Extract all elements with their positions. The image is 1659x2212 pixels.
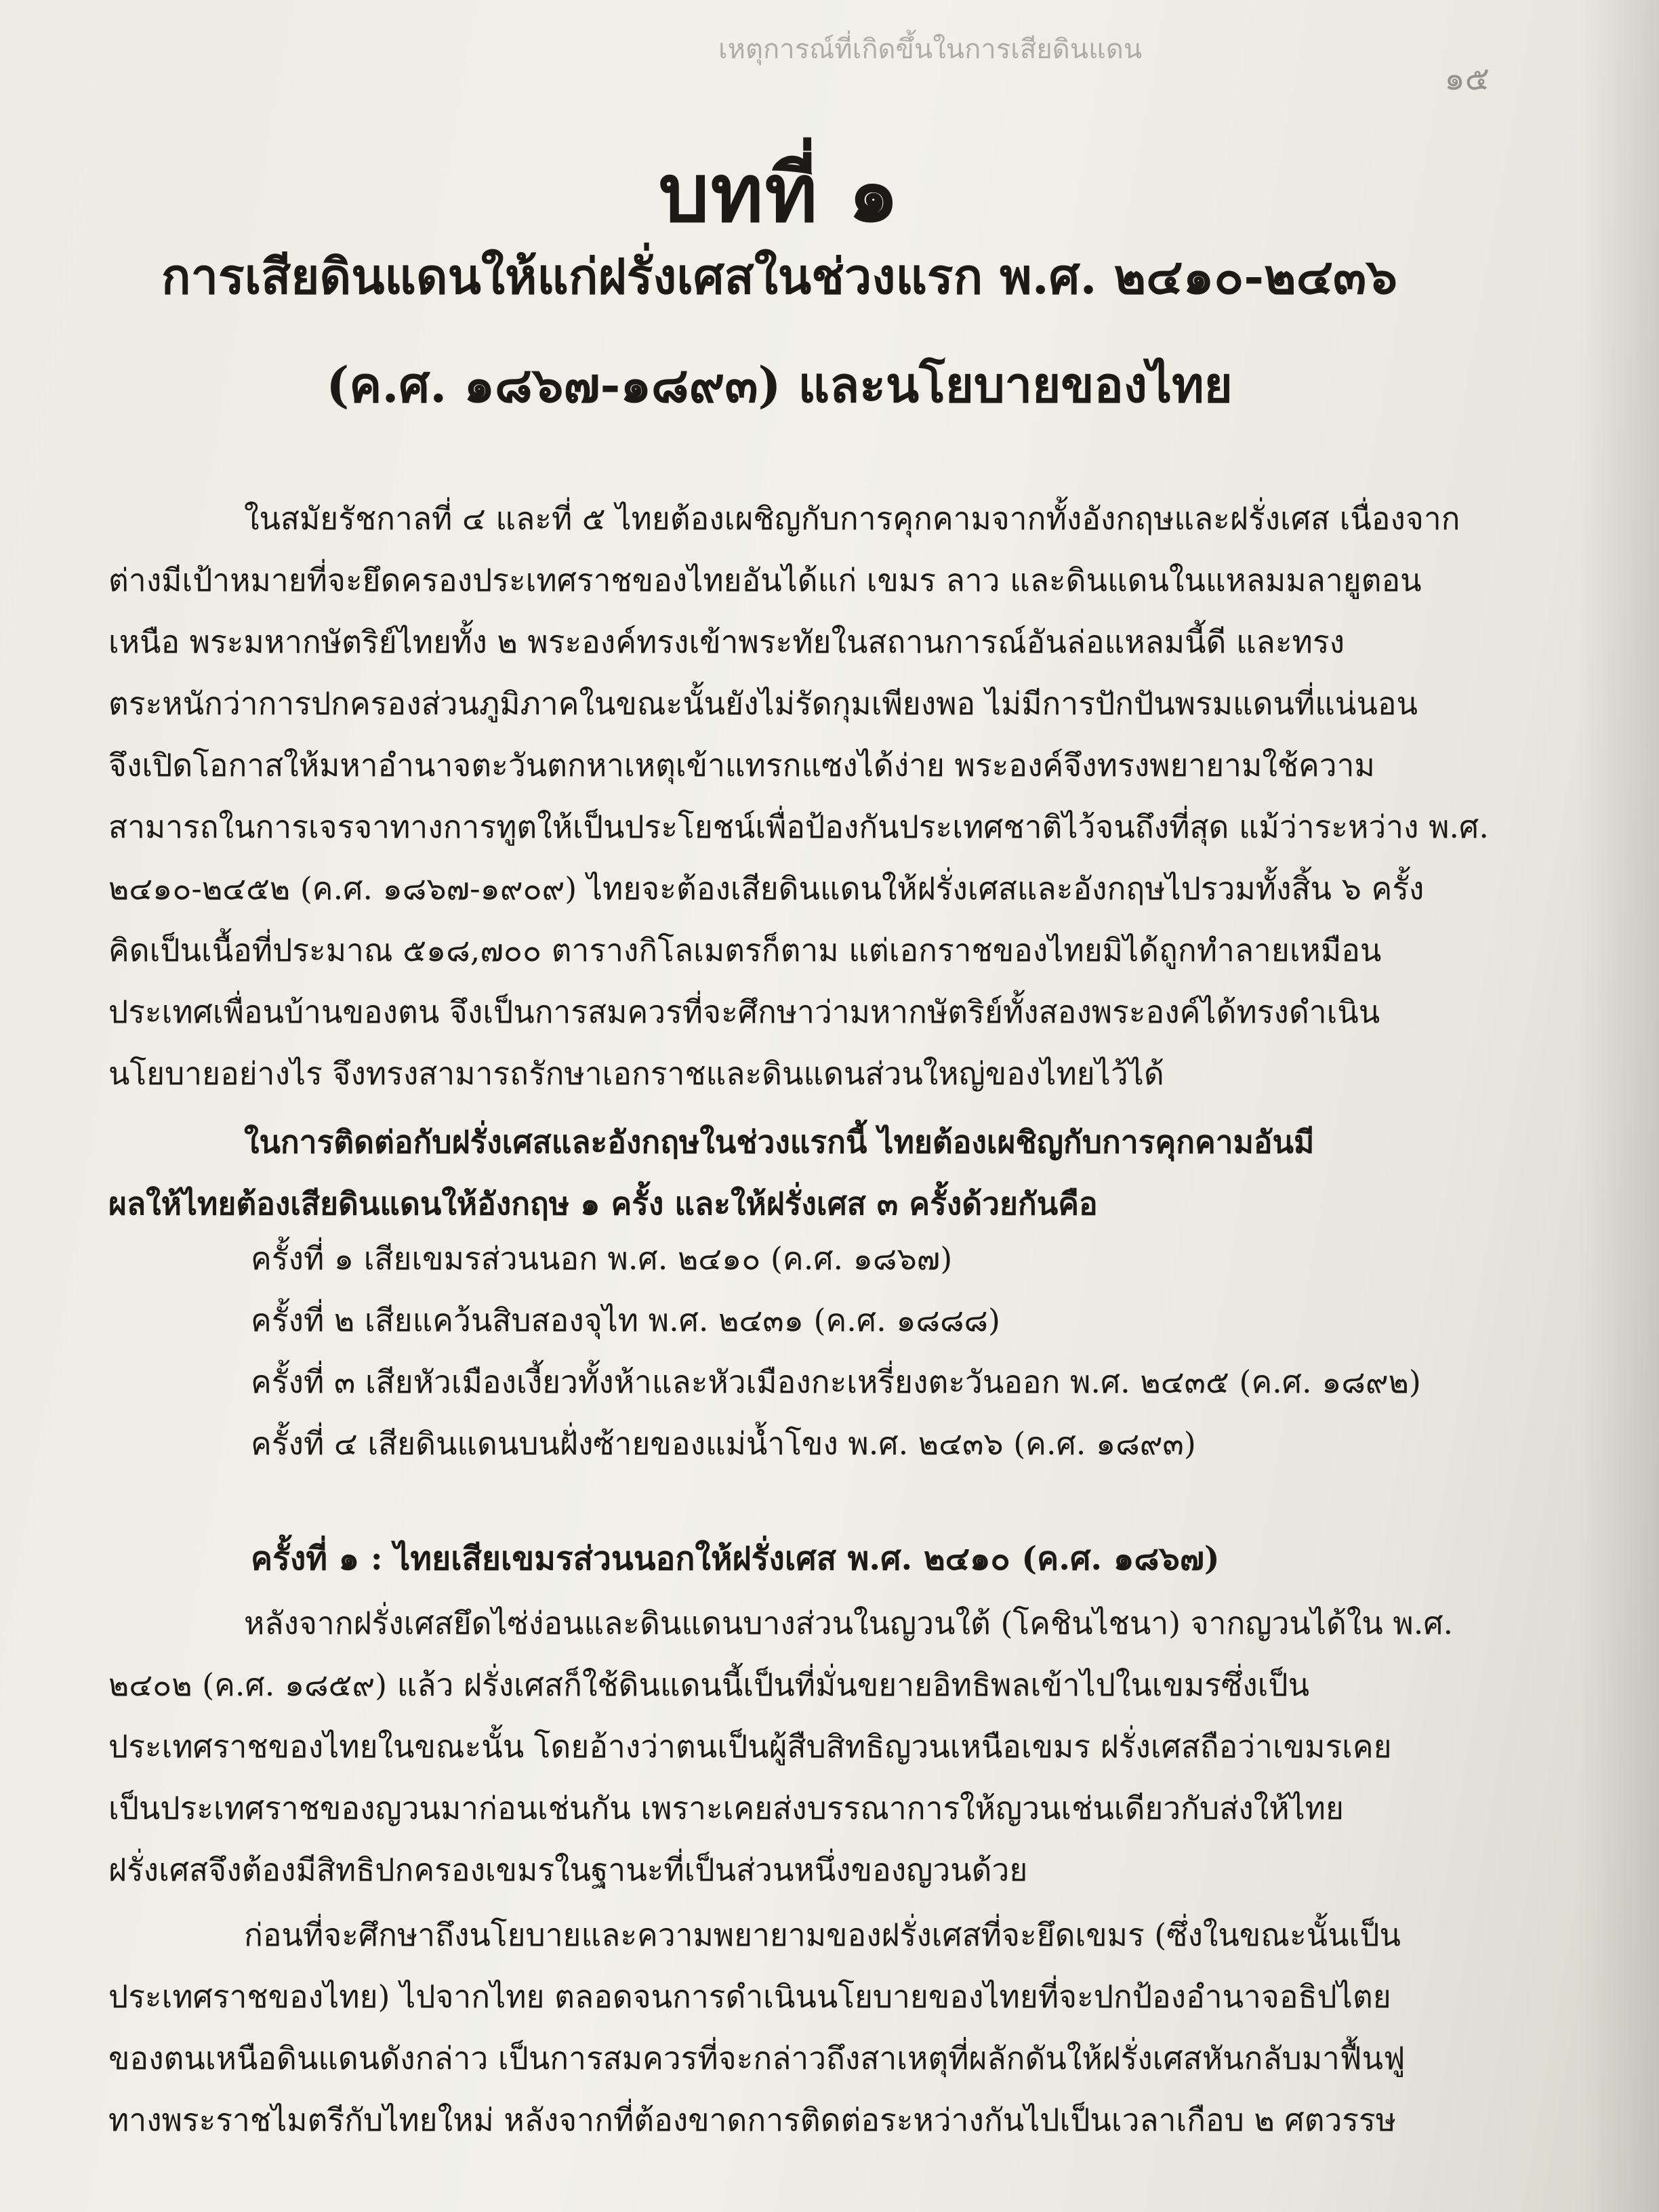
text-line: เป็นประเทศราชของญวนมาก่อนเช่นกัน เพราะเคยส่งบรรณาการให้ญวนเช่นเดียวกับส่งให้ไทย [108, 1790, 1344, 1826]
text-line: ๒๔๑๐-๒๔๕๒ (ค.ศ. ๑๘๖๗-๑๙๐๙) ไทยจะต้องเสียดินแดนให้ฝรั่งเศสและอังกฤษไปรวมทั้งสิ้น ๖ ครั้ง [108, 870, 1425, 907]
paragraph-4 [108, 1904, 1525, 2151]
text-line: หลังจากฝรั่งเศสยึดไซ่ง่อนและดินแดนบางส่วนในญวนใต้ (โคชินไชนา) จากญวนได้ใน พ.ศ. [244, 1605, 1454, 1641]
text-line: ต่างมีเป้าหมายที่จะยึดครองประเทศราชของไทยอันได้แก่ เขมร ลาว และดินแดนในแหลมมลายูตอน [108, 562, 1422, 598]
text-line: สามารถในการเจรจาทางการทูตให้เป็นประโยชน์เพื่อป้องกันประเทศชาติไว้จนถึงที่สุด แม้ว่าระหว่าง พ.ศ. [108, 808, 1489, 845]
list-item: ครั้งที่ ๔ เสียดินแดนบนฝั่งซ้ายของแม่น้ำโขง พ.ศ. ๒๔๓๖ (ค.ศ. ๑๘๙๓) [251, 1425, 1196, 1462]
text-line: เหนือ พระมหากษัตริย์ไทยทั้ง ๒ พระองค์ทรงเข้าพระทัยในสถานการณ์อันล่อแหลมนี้ดี และทรง [108, 623, 1345, 660]
list-item: ครั้งที่ ๓ เสียหัวเมืองเงี้ยวทั้งห้าและหัวเมืองกะเหรี่ยงตะวันออก พ.ศ. ๒๔๓๕ (ค.ศ. ๑๘๙๒) [251, 1364, 1421, 1400]
loss-list [108, 1228, 1525, 1475]
list-item: ครั้งที่ ๒ เสียแคว้นสิบสองจุไท พ.ศ. ๒๔๓๑ (ค.ศ. ๑๘๘๘) [251, 1302, 1000, 1338]
text-line: ประเทศราชของไทย) ไปจากไทย ตลอดจนการดำเนินนโยบายของไทยที่จะปกป้องอำนาจอธิปไตย [108, 1978, 1391, 2015]
text-line: ประเทศเพื่อนบ้านของตน จึงเป็นการสมควรที่จะศึกษาว่ามหากษัตริย์ทั้งสองพระองค์ได้ทรงดำเนิน [108, 994, 1380, 1030]
paragraph-2 [108, 1111, 1525, 1235]
text-line: ผลให้ไทยต้องเสียดินแดนให้อังกฤษ ๑ ครั้ง และให้ฝรั่งเศส ๓ ครั้งด้วยกันคือ [108, 1185, 1098, 1222]
text-line: ตระหนักว่าการปกครองส่วนภูมิภาคในขณะนั้นยังไม่รัดกุมเพียงพอ ไม่มีการปักปันพรมแดนที่แน่นอน [108, 685, 1418, 722]
text-line: ในการติดต่อกับฝรั่งเศสและอังกฤษในช่วงแรกนี้ ไทยต้องเผชิญกับการคุกคามอันมี [244, 1124, 1315, 1160]
text-line: คิดเป็นเนื้อที่ประมาณ ๕๑๘,๗๐๐ ตารางกิโลเมตรก็ตาม แต่เอกราชของไทยมิได้ถูกทำลายเหมือน [108, 932, 1382, 968]
text-line: ทางพระราชไมตรีกับไทยใหม่ หลังจากที่ต้องขาดการติดต่อระหว่างกันไปเป็นเวลาเกือบ ๒ ศตวรรษ [108, 2102, 1397, 2138]
chapter-title: บทที่ ๑ [658, 146, 901, 240]
page-number: ๑๕ [1444, 60, 1490, 98]
text-line: นโยบายอย่างไร จึงทรงสามารถรักษาเอกราชและดินแดนส่วนใหญ่ของไทยไว้ได้ [108, 1055, 1164, 1092]
text-line: ประเทศราชของไทยในขณะนั้น โดยอ้างว่าตนเป็นผู้สืบสิทธิญวนเหนือเขมร ฝรั่งเศสถือว่าเขมรเคย [108, 1728, 1392, 1765]
section-heading: ครั้งที่ ๑ : ไทยเสียเขมรส่วนนอกให้ฝรั่งเศส พ.ศ. ๒๔๑๐ (ค.ศ. ๑๘๖๗) [251, 1540, 1220, 1578]
text-line: จึงเปิดโอกาสให้มหาอำนาจตะวันตกหาเหตุเข้าแทรกแซงได้ง่าย พระองค์จึงทรงพยายามใช้ความ [108, 747, 1375, 783]
paragraph-3 [108, 1593, 1525, 1901]
running-head: เหตุการณ์ที่เกิดขึ้นในการเสียดินแดน [718, 34, 1143, 65]
text-line: ในสมัยรัชกาลที่ ๔ และที่ ๕ ไทยต้องเผชิญกับการคุกคามจากทั้งอังกฤษและฝรั่งเศส เนื่องจาก [244, 500, 1460, 537]
text-line: ฝรั่งเศสจึงต้องมีสิทธิปกครองเขมรในฐานะที่เป็นส่วนหนึ่งของญวนด้วย [108, 1851, 1028, 1888]
paragraph-1 [108, 488, 1525, 1105]
page-edge-shadow [1578, 0, 1659, 2212]
text-line: ๒๔๐๒ (ค.ศ. ๑๘๕๙) แล้ว ฝรั่งเศสก็ใช้ดินแดนนี้เป็นที่มั่นขยายอิทธิพลเข้าไปในเขมรซึ่งเป็น [108, 1666, 1310, 1703]
list-item: ครั้งที่ ๑ เสียเขมรส่วนนอก พ.ศ. ๒๔๑๐ (ค.ศ. ๑๘๖๗) [251, 1240, 953, 1277]
text-line: ของตนเหนือดินแดนดังกล่าว เป็นการสมควรที่จะกล่าวถึงสาเหตุที่ผลักดันให้ฝรั่งเศสหันกลับมาฟื้นฟู [108, 2040, 1406, 2076]
text-line: ก่อนที่จะศึกษาถึงนโยบายและความพยายามของฝรั่งเศสที่จะยึดเขมร (ซึ่งในขณะนั้นเป็น [244, 1917, 1401, 1953]
chapter-subtitle-line-2: (ค.ศ. ๑๘๖๗-๑๘๙๓) และนโยบายของไทย [326, 356, 1233, 413]
chapter-subtitle-line-1: การเสียดินแดนให้แก่ฝรั่งเศสในช่วงแรก พ.ศ. ๒๔๑๐-๒๔๓๖ [161, 247, 1397, 305]
